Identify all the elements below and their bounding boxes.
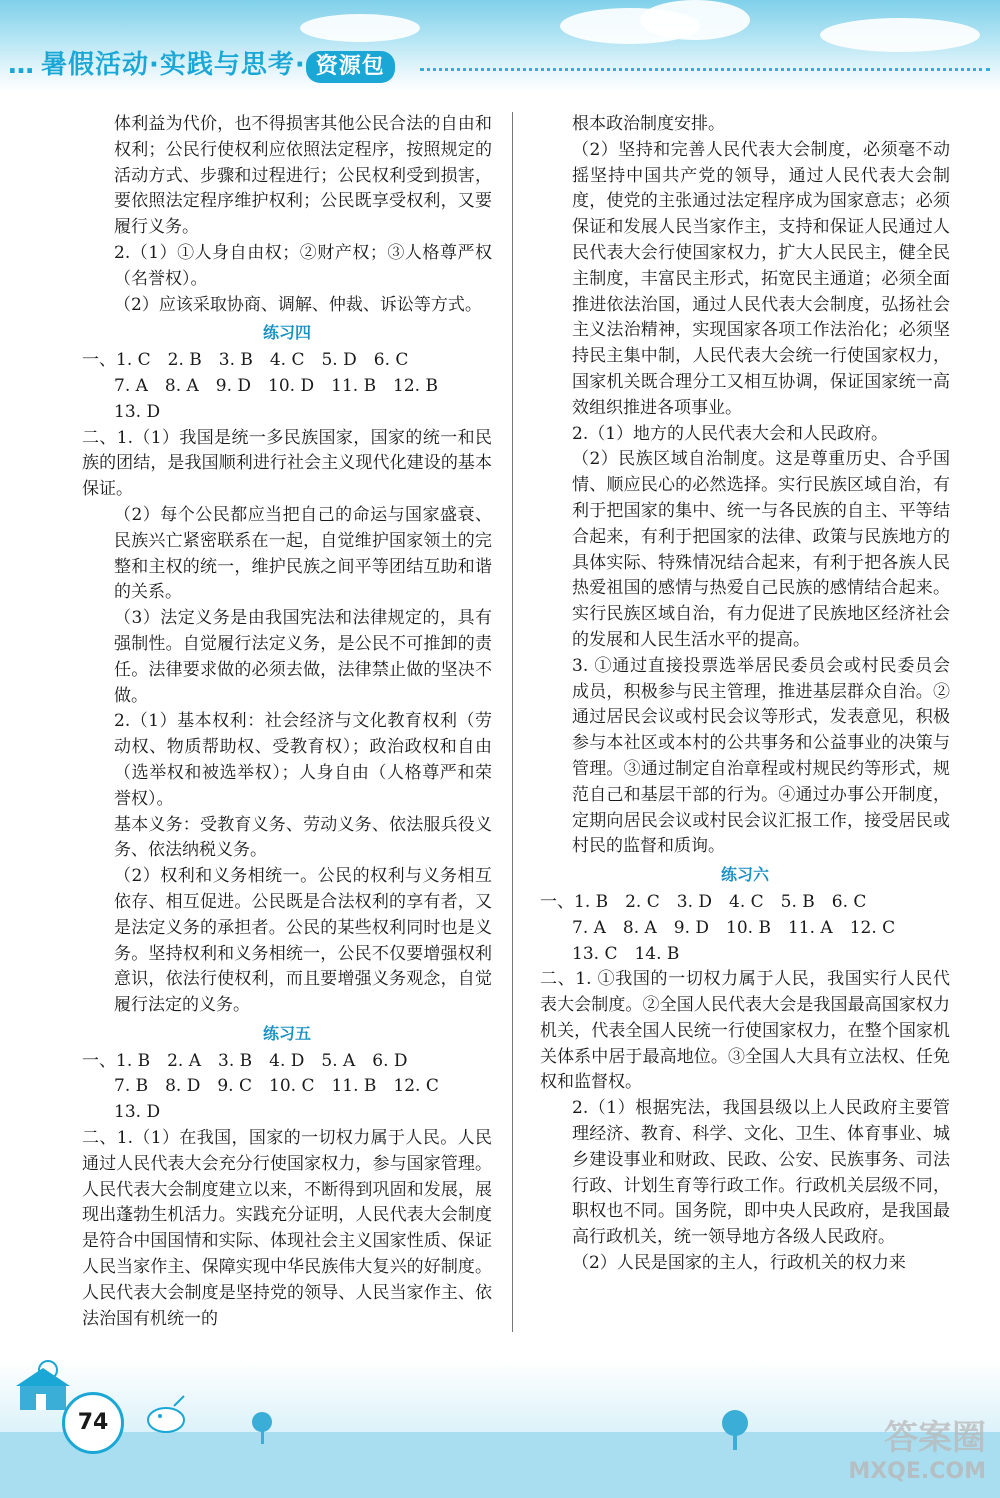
- tree-trunk: [261, 1430, 264, 1444]
- answer-paragraph: 7. A 8. A 9. D 10. D 11. B 12. B: [114, 375, 438, 396]
- answer-paragraph: （2）权利和义务相统一。公民的权利与义务相互依存、相互促进。公民既是合法权利的享有者，又是法定义务的承担者。公民的某些权利同时也是义务。坚持权利和义务相统一，公民不仅要增强权利意识，依法行使权利，而且要增强义务观念，自觉履行法定的义务。: [114, 866, 492, 1016]
- cloud-decoration: [300, 14, 420, 42]
- series-title: 暑假活动·实践与思考·: [41, 50, 306, 80]
- watermark-logo-text: 答案圈: [884, 1418, 986, 1458]
- watermark-url: MXQE.COM: [848, 1459, 986, 1484]
- title-dots: …: [8, 50, 35, 80]
- header-dotted-rule: [420, 68, 990, 71]
- answer-paragraph: 一、1. B 2. A 3. B 4. D 5. A 6. D: [82, 1050, 408, 1071]
- answer-paragraph: 二、1.（1）我国是统一多民族国家，国家的统一和民族的团结，是我国顺利进行社会主义现代化建设的基本保证。: [82, 427, 492, 500]
- tree-trunk: [733, 1434, 737, 1450]
- answer-paragraph: 2.（1）基本权利：社会经济与文化教育权利（劳动权、物质帮助权、受教育权）；政治政权和自由（选举权和被选举权）；人身自由（人格尊严和荣誉权）。: [114, 711, 492, 809]
- column-divider: [512, 112, 513, 1332]
- answer-paragraph: 基本义务：受教育义务、劳动义务、依法服兵役义务、依法纳税义务。: [114, 814, 492, 861]
- answer-paragraph: 2.（1）①人身自由权；②财产权；③人格尊严权（名誉权）。: [114, 242, 492, 289]
- exercise-heading: 练习六: [720, 865, 769, 885]
- answer-paragraph: 2.（1）地方的人民代表大会和人民政府。: [572, 423, 889, 444]
- answer-paragraph: 7. B 8. D 9. C 10. C 11. B 12. C: [114, 1076, 439, 1097]
- cloud-decoration: [820, 18, 980, 52]
- answer-paragraph: （3）法定义务是由我国宪法和法律规定的，具有强制性。自觉履行法定义务，是公民不可推卸的责任。法律要求做的必须去做，法律禁止做的坚决不做。: [114, 608, 492, 706]
- answer-paragraph: 二、1.（1）在我国，国家的一切权力属于人民。人民通过人民代表大会充分行使国家权力，参与国家管理。人民代表大会制度建立以来，不断得到巩固和发展，展现出蓬勃生机活力。实践充分证明，人民代表大会制度是符合中国国情和实际、体现社会主义国家性质、保证人民当家作主、保障实现中华民族伟大复兴的好制度。人民代表大会制度是坚持党的领导、人民当家作主、依法治国有机统一的: [82, 1128, 492, 1329]
- resource-pack-badge: 资源包: [306, 51, 395, 83]
- right-answer-column: [540, 112, 950, 1277]
- page-number: 74: [62, 1392, 124, 1454]
- bird-illustration: [136, 1390, 196, 1440]
- answer-paragraph: （2）民族区域自治制度。这是尊重历史、合乎国情、顺应民心的必然选择。实行民族区域自治，有利于把国家的集中、统一与各民族的自主、平等结合起来，有利于把国家的法律、政策与民族地方的具体实际、特殊情况结合起来，有利于把各族人民热爱祖国的感情与热爱自己民族的感情结合起来。实行民族区域自治，有力促进了民族地区经济社会的发展和人民生活水平的提高。: [572, 449, 950, 650]
- answer-paragraph: 7. A 8. A 9. D 10. B 11. A 12. C: [572, 917, 896, 938]
- answer-paragraph: 3. ①通过直接投票选举居民委员会或村民委员会成员，积极参与民主管理，推进基层群众自治。②通过居民会议或村民会议等形式，发表意见，积极参与本社区或本村的公共事务和公益事业的决策与管理。③通过制定自治章程或村规民约等形式，规范自己和基层干部的行为。④通过办事公开制度，定期向居民会议或村民会议汇报工作，接受居民或村民的监督和质询。: [572, 655, 950, 857]
- answer-paragraph: 根本政治制度安排。: [572, 114, 725, 134]
- answer-paragraph: （2）人民是国家的主人，行政机关的权力来: [572, 1253, 906, 1274]
- cloud-decoration: [640, 0, 750, 40]
- answer-paragraph: （2）每个公民都应当把自己的命运与国家盛衰、民族兴亡紧密联系在一起，自觉维护国家领土的完整和主权的统一，维护民族之间平等团结互助和谐的关系。: [114, 504, 492, 603]
- answer-paragraph: 一、1. B 2. C 3. D 4. C 5. B 6. C: [540, 891, 867, 912]
- answer-paragraph: （2）坚持和完善人民代表大会制度，必须毫不动摇坚持中国共产党的领导，通过人民代表大会制度，使党的主张通过法定程序成为国家意志；必须保证和发展人民当家作主，支持和保证人民通过人民代表大会行使国家权力，扩大人民民主，健全民主制度，丰富民主形式，拓宽民主通道；必须全面推进依法治国，通过人民代表大会制度，弘扬社会主义法治精神，实现国家各项工作法治化；必须坚持民主集中制，人民代表大会统一行使国家权力，国家机关既合理分工又相互协调，保证国家统一高效组织推进各项事业。: [572, 139, 950, 418]
- tree-decoration: [252, 1412, 272, 1432]
- exercise-heading: 练习五: [262, 1023, 311, 1043]
- left-answer-column: [82, 112, 492, 1332]
- answer-paragraph: 13. D: [114, 401, 161, 422]
- answer-paragraph: 2.（1）根据宪法，我国县级以上人民政府主要管理经济、教育、科学、文化、卫生、体育事业、城乡建设事业和财政、民政、公安、民族事务、司法行政、计划生育等行政工作。行政机关层级不同，职权也不同。国务院，即中央人民政府，是我国最高行政机关，统一领导地方各级人民政府。: [572, 1098, 950, 1248]
- answer-paragraph: 13. C 14. B: [572, 943, 680, 964]
- answer-paragraph: 二、1. ①我国的一切权力属于人民，我国实行人民代表大会制度。②全国人民代表大会是我国最高国家权力机关，代表全国人民统一行使国家权力，在整个国家机关体系中居于最高地位。③全国人大具有立法权、任免权和监督权。: [540, 969, 950, 1093]
- answer-paragraph: （2）应该采取协商、调解、仲裁、诉讼等方式。: [114, 294, 482, 315]
- answer-paragraph: 13. D: [114, 1102, 161, 1123]
- watermark: [826, 1418, 986, 1490]
- exercise-heading: 练习四: [262, 323, 311, 343]
- book-series-title: [8, 44, 395, 84]
- answer-paragraph: 体利益为代价，也不得损害其他公民合法的自由和权利；公民行使权利应依照法定程序，按照规定的活动方式、步骤和过程进行；公民权利受到损害，要依照法定程序维护权利；公民既享受权利，又要履行义务。: [114, 114, 492, 238]
- answer-paragraph: 一、1. C 2. B 3. B 4. C 5. D 6. C: [82, 350, 409, 371]
- tree-decoration: [722, 1410, 748, 1436]
